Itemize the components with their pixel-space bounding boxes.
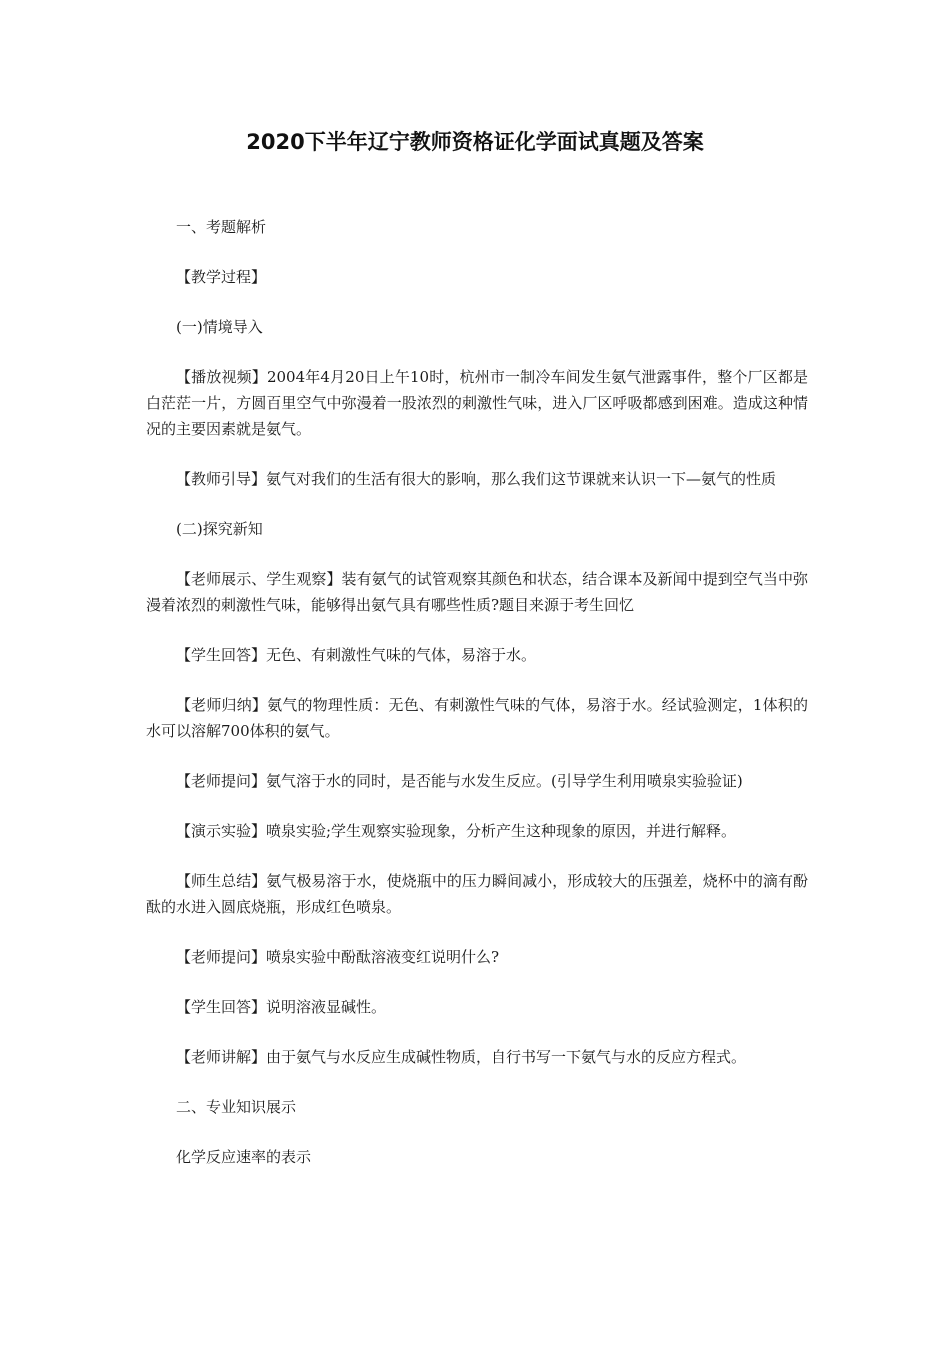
paragraph-teacher-summary: 【老师归纳】氨气的物理性质：无色、有刺激性气味的气体，易溶于水。经试验测定，1体积的水可以溶解700体积的氨气。 xyxy=(146,696,808,740)
subheading-teaching-process: 【教学过程】 xyxy=(176,268,267,286)
paragraph-teacher-explain: 【老师讲解】由于氨气与水反应生成碱性物质，自行书写一下氨气与水的反应方程式。 xyxy=(176,1048,747,1066)
subheading-scenario-intro: (一)情境导入 xyxy=(176,318,263,336)
paragraph-teacher-demo: 【老师展示、学生观察】装有氨气的试管观察其颜色和状态，结合课本及新闻中提到空气当中弥漫着浓烈的刺激性气味，能够得出氨气具有哪些性质?题目来源于考生回忆 xyxy=(146,570,808,614)
paragraph-demo-experiment: 【演示实验】喷泉实验;学生观察实验现象，分析产生这种现象的原因，并进行解释。 xyxy=(176,822,737,840)
section-heading-analysis: 一、考题解析 xyxy=(176,218,267,236)
paragraph-student-answer-2: 【学生回答】说明溶液显碱性。 xyxy=(176,998,387,1016)
paragraph-joint-summary: 【师生总结】氨气极易溶于水，使烧瓶中的压力瞬间减小，形成较大的压强差，烧杯中的滴有酚酞的水进入圆底烧瓶，形成红色喷泉。 xyxy=(146,872,808,916)
document-body xyxy=(146,214,808,1194)
paragraph-teacher-question-1: 【老师提问】氨气溶于水的同时，是否能与水发生反应。(引导学生利用喷泉实验验证) xyxy=(176,772,743,790)
paragraph-teacher-question-2: 【老师提问】喷泉实验中酚酞溶液变红说明什么? xyxy=(176,948,500,966)
paragraph-reaction-rate: 化学反应速率的表示 xyxy=(176,1148,312,1166)
paragraph-student-answer-1: 【学生回答】无色、有刺激性气味的气体，易溶于水。 xyxy=(176,646,537,664)
section-heading-knowledge: 二、专业知识展示 xyxy=(176,1098,297,1116)
subheading-explore-new: (二)探究新知 xyxy=(176,520,263,538)
document-title: 2020下半年辽宁教师资格证化学面试真题及答案 xyxy=(246,130,704,154)
paragraph-teacher-guide: 【教师引导】氨气对我们的生活有很大的影响，那么我们这节课就来认识一下—氨气的性质 xyxy=(176,470,777,488)
paragraph-play-video: 【播放视频】2004年4月20日上午10时，杭州市一制冷车间发生氨气泄露事件，整个厂区都是白茫茫一片，方圆百里空气中弥漫着一股浓烈的刺激性气味，进入厂区呼吸都感到困难。造成这种情况的主要因素就是氨气。 xyxy=(146,368,808,438)
